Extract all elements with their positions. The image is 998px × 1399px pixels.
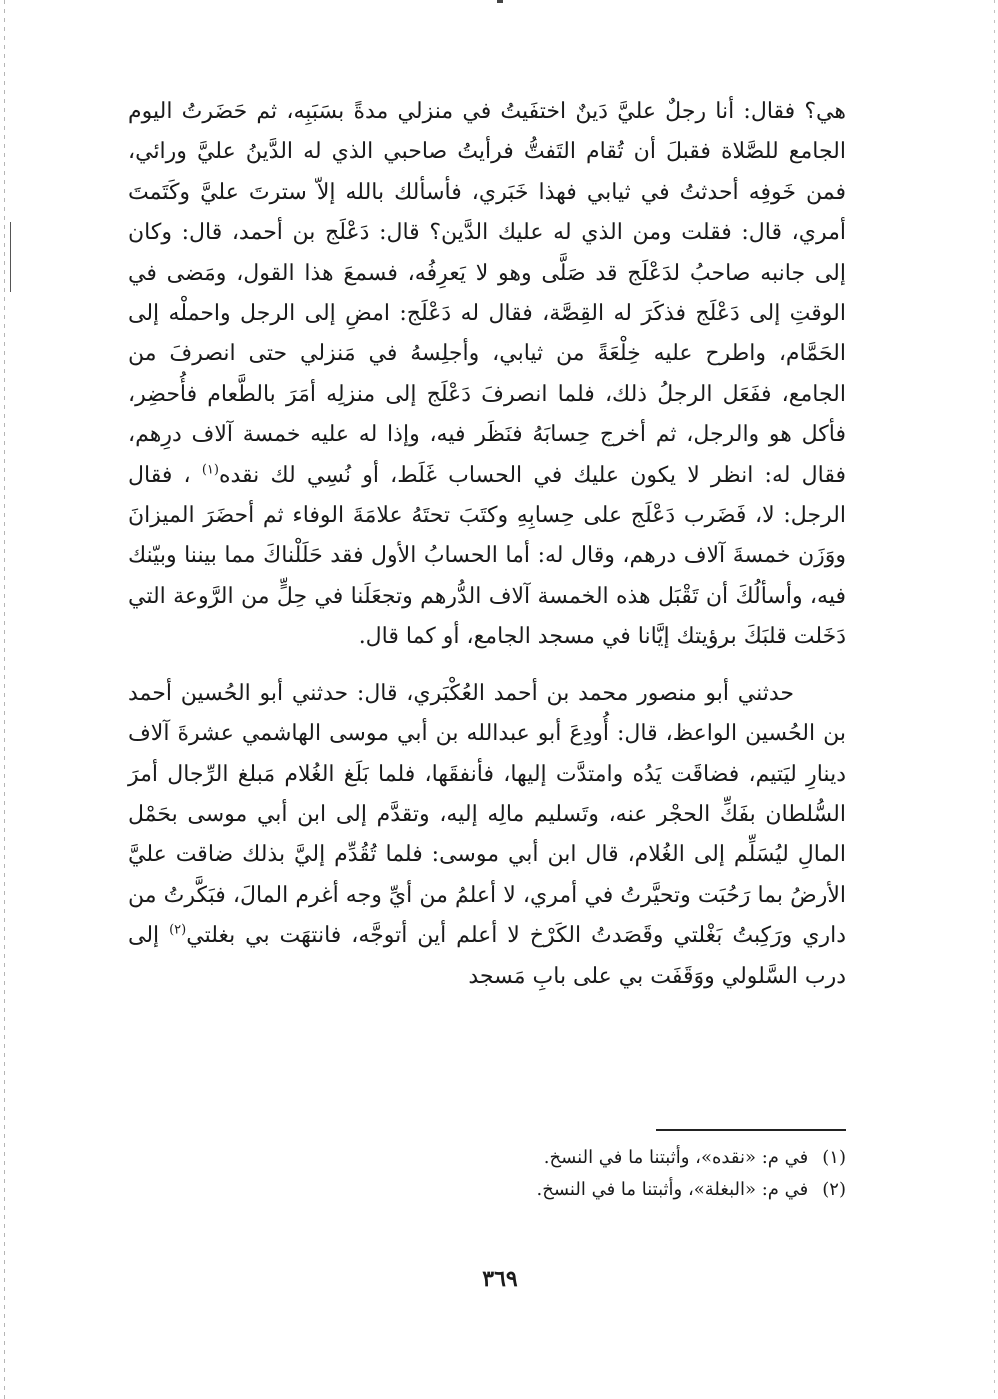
main-text: [128, 92, 846, 997]
margin-mark: [10, 222, 11, 292]
footnotes: [128, 1142, 846, 1206]
scan-top-mark: [497, 0, 503, 3]
footnote-ref-1: (١): [201, 462, 219, 478]
paragraph-2-text-b: إلى درب السَّلولي ووَقَفَت بي على بابِ مَسجد: [128, 923, 846, 989]
footnote-2: [128, 1174, 846, 1206]
footnote-1-text: في م: «نقده»، وأثبتنا ما في النسخ.: [543, 1147, 809, 1168]
footnote-2-text: في م: «البغلة»، وأثبتنا ما في النسخ.: [536, 1179, 809, 1200]
paragraph-1-text-a: هي؟ فقال: أنا رجلٌ عليَّ دَينٌ اختفَيتُ في منزلي مدةً بسَبَبِه، ثم حَضَرتُ اليوم الجامع للصَّلاة فقبلَ أن تُقام التَفتُّ فرأيتُ صاحبي الذي له الدَّينُ عليَّ ورائي، فمن خَوفِه أحدثتُ في ثيابي فهذا خَبَري، فأسألك بالله إلاّ سترتَ عليَّ وكَتَمتَ أمري، قال: فقلت ومن الذي له عليك الدَّين؟ قال: دَعْلَج بن أحمد، قال: وكان إلى جانبه صاحبُ لدَعْلَج قد صَلَّى وهو لا يَعرِفُه، فسمعَ هذا القول، ومَضى في الوقتِ إلى دَعْلَج فذكَرَ له القِصَّة، فقال له دَعْلَج: امضِ إلى الرجل واحملْه إلى الحَمَّام، واطرح عليه خِلْعَةً من ثيابي، وأجلِسهُ في مَنزلي حتى انصرفَ من الجامع، ففَعَل الرجلُ ذلك، فلما انصرفَ دَعْلَج إلى منزلِه أمَرَ بالطَّعام فأُحضِر، فأكل هو والرجل، ثم أخرج حِسابَهُ فنَظَر فيه، وإذا له عليه خمسة آلاف درِهم، فقال له: انظر لا يكون عليك في الحساب غَلَط، أو نُسِي لك نقده: [128, 99, 846, 488]
footnote-ref-2: (٢): [169, 922, 187, 938]
paragraph-1-text-b: ، فقال الرجل: لا، فَضَرب دَعْلَج على حِسابِهِ وكتَبَ تحتَهُ علامَةَ الوفاء ثم أحضَرَ الميزانَ ووَزَن خمسةَ آلاف درهم، وقال له: أما الحسابُ الأول فقد حَلَلْناكَ مما بيننا وبيّنك فيه، وأسألُكَ أن تَقْبَل هذه الخمسة آلاف الدُّرهم وتجعَلَنا في حِلٍّ من الرَّوعة التي دَخَلت قلبَكَ برؤيتك إيَّانا في مسجد الجامع، أو كما قال.: [128, 462, 846, 650]
footnote-separator: [656, 1129, 846, 1131]
page-number: ٣٦٩: [482, 1266, 518, 1292]
paragraph-2: [128, 674, 846, 997]
paragraph-2-text-a: حدثني أبو منصور محمد بن أحمد العُكْبَري، قال: حدثني أبو الحُسين أحمد بن الحُسين الواعظ، قال: أُودِعَ أبو عبدالله بن أبي موسى الهاشمي عشرةَ آلاف دينارِ ليَتيم، فضاقَت يَدُه وامتدَّت إليها، فأنفقَها، فلما بَلَغ الغُلام مَبلغ الرِّجال أمرَ السُّلطان بفَكِّ الحجْر عنه، وتَسليم مالِه إليه، وتقدَّم إلى ابن أبي موسى بحَمْل المالِ ليُسَلِّم إلى الغُلام، قال ابن أبي موسى: فلما تُقُدِّم إليَّ بذلك ضاقت عليَّ الأرضُ بما رَحُبَت وتحيَّرتُ في أمري، لا أعلمُ من أيِّ وجه أغرم المالَ، فبَكَّرتُ من داري ورَكِبتُ بَغْلتي وقَصَدتُ الكَرْخ لا أعلم أين أتوجَّه، فانتهَت بي بغلتي: [128, 680, 846, 949]
scan-edge-left: [4, 0, 5, 1399]
footnote-1-number: (١): [822, 1147, 846, 1168]
footnote-2-number: (٢): [822, 1179, 846, 1200]
paragraph-1: [128, 92, 846, 658]
footnote-1: [128, 1142, 846, 1174]
scan-edge-right: [994, 0, 995, 1399]
